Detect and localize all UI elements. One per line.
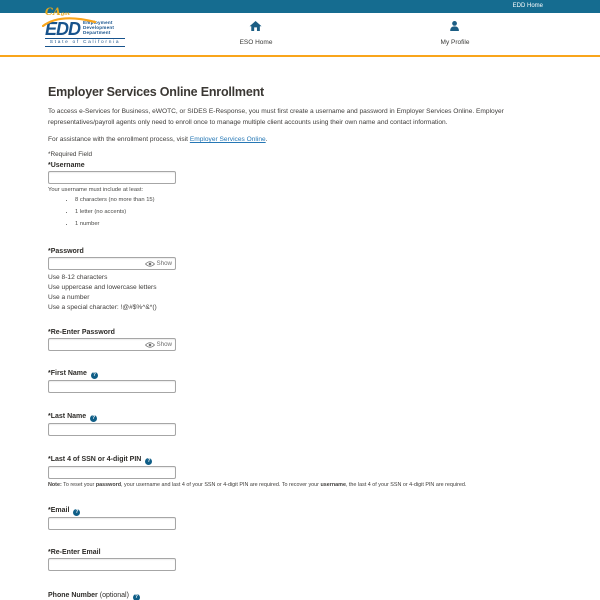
username-hint: • 1 number	[75, 221, 553, 227]
required-marker: *	[48, 248, 51, 255]
reenter-email-label: *Re-Enter Email	[48, 549, 101, 556]
employer-services-online-link[interactable]: Employer Services Online	[189, 136, 266, 143]
intro-paragraph: To access e-Services for Business, eWOTC, or SIDES E-Response, you must first create a username and password in Employer Services Online. Employer representatives/payroll agents only need to enroll once to manage multiple client accounts using their own name and contact information.	[48, 108, 504, 126]
ssn-pin-label: *Last 4 of SSN or 4-digit PIN ?	[48, 456, 151, 464]
password-field-group	[48, 248, 553, 313]
required-marker: *	[48, 329, 51, 336]
required-marker: *	[48, 549, 51, 556]
eye-icon	[145, 342, 155, 348]
required-marker: *	[48, 413, 51, 420]
required-field-note: *Required Field	[48, 151, 93, 158]
edd-home-link[interactable]: EDD Home	[512, 3, 543, 9]
home-icon	[250, 21, 262, 31]
reenter-password-label: *Re-Enter Password	[48, 329, 115, 336]
ssn-pin-help-icon[interactable]: ?	[147, 458, 151, 464]
email-label: *Email ?	[48, 507, 79, 515]
nav-label-my-profile: My Profile	[440, 39, 470, 46]
ca-gov-logo-gov: gov	[60, 11, 71, 17]
username-hint-title: Your username must include at least:	[48, 187, 144, 193]
email-input[interactable]	[48, 517, 176, 530]
reenter-password-field-group	[48, 329, 553, 351]
email-help-icon[interactable]: ?	[75, 509, 79, 515]
username-hint: • 8 characters (no more than 15)	[75, 197, 553, 203]
reenter-email-input[interactable]	[48, 558, 176, 571]
nav-label-eso-home: ESO Home	[239, 39, 273, 46]
username-hint-list	[48, 197, 553, 227]
username-hint: • 1 letter (no accents)	[75, 209, 553, 215]
password-hint: Use a number	[48, 294, 90, 301]
phone-help-icon[interactable]: ?	[134, 594, 138, 600]
edd-logo[interactable]	[45, 20, 125, 47]
ca-gov-logo[interactable]	[45, 0, 70, 19]
first-name-field-group	[48, 370, 553, 393]
edd-word: Department	[83, 30, 111, 36]
person-icon	[450, 21, 460, 31]
last-name-field-group	[48, 413, 553, 436]
first-name-help-icon[interactable]: ?	[92, 372, 96, 378]
eye-icon	[145, 261, 155, 267]
last-name-help-icon[interactable]: ?	[92, 415, 96, 421]
email-field-group	[48, 507, 553, 530]
required-marker: *	[48, 507, 51, 514]
password-hint: Use 8-12 characters	[48, 274, 108, 281]
last-name-input[interactable]	[48, 423, 176, 436]
last-name-label: *Last Name ?	[48, 413, 96, 421]
edd-word: Employment	[83, 20, 113, 25]
username-label: *Username	[48, 162, 85, 169]
top-utility-bar	[0, 0, 600, 13]
ssn-pin-field-group	[48, 456, 553, 488]
first-name-input[interactable]	[48, 380, 176, 393]
reenter-email-field-group	[48, 549, 553, 571]
ssn-note: Note: To reset your password, your username and last 4 of your SSN or 4-digit PIN are required. To recover your username, the last 4 of your SSN or 4-digit PIN are required.	[48, 482, 467, 488]
page-title: Employer Services Online Enrollment	[48, 85, 264, 99]
required-marker: *	[48, 151, 51, 158]
phone-label: Phone Number (optional) ?	[48, 592, 138, 600]
first-name-label: *First Name ?	[48, 370, 96, 378]
username-field-group	[48, 162, 553, 227]
required-marker: *	[48, 370, 51, 377]
password-hint: Use a special character: !@#$%^&*()	[48, 304, 157, 311]
ca-gov-logo-ca: CA	[45, 7, 61, 18]
assistance-line	[48, 136, 553, 144]
assistance-suffix: .	[265, 136, 268, 143]
password-label: *Password	[48, 248, 84, 255]
username-input[interactable]	[48, 171, 176, 184]
assistance-prefix: For assistance with the enrollment process, visit	[48, 136, 190, 143]
password-hints	[48, 273, 553, 313]
phone-optional-label: (optional)	[99, 592, 129, 599]
nav-item-my-profile[interactable]	[441, 21, 470, 46]
site-header	[0, 13, 600, 57]
edd-word: Development	[83, 25, 115, 31]
reenter-password-show-button[interactable]: Show	[143, 339, 174, 350]
edd-tagline: State of California	[45, 38, 125, 47]
nav-item-eso-home[interactable]	[240, 21, 273, 46]
edd-acronym: EDD	[45, 18, 81, 39]
required-marker: *	[48, 456, 51, 463]
ssn-pin-input[interactable]	[48, 466, 176, 479]
main-content	[0, 57, 600, 600]
password-hint: Use uppercase and lowercase letters	[48, 284, 157, 291]
required-marker: *	[48, 162, 51, 169]
password-show-button[interactable]: Show	[143, 258, 174, 269]
phone-field-group	[48, 592, 553, 600]
